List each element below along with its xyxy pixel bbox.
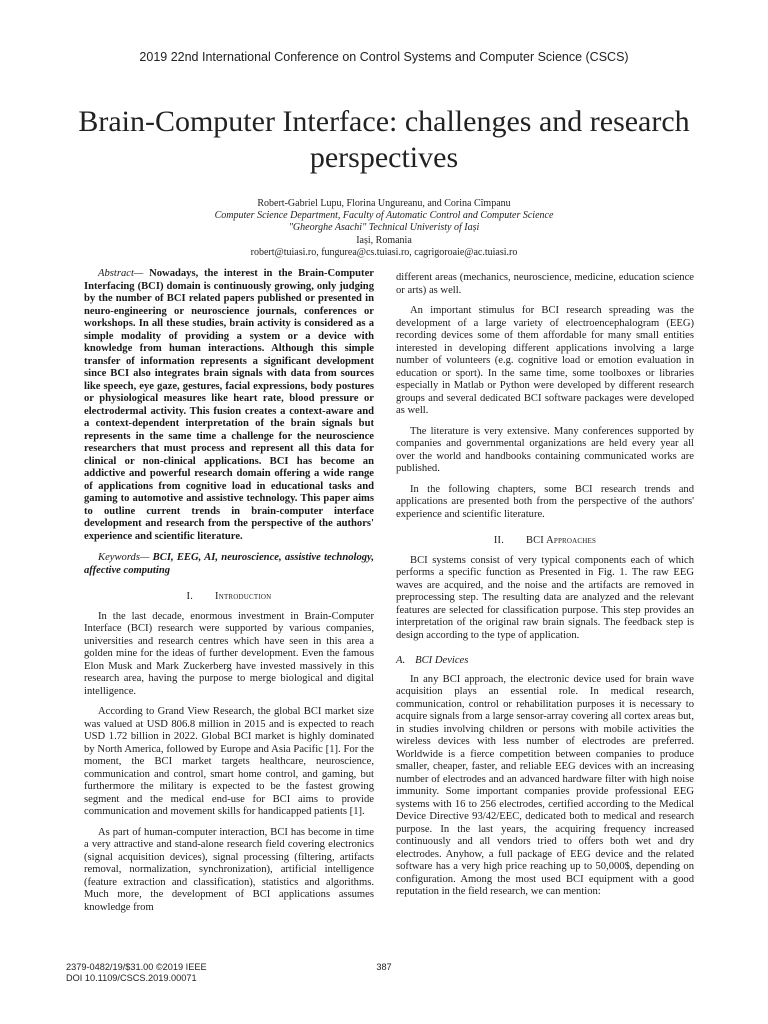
paragraph: In the last decade, enormous investment in Brain-Computer Interface (BCI) research were supported by various companies, universities and research centres which have seen in this area a golden mine for the ideas of further development. Even the famous Elon Musk and Mark Zuckerberg have invested massively in this research area, having the purpose to merge biological and digital intelligence. xyxy=(84,610,374,697)
author-block xyxy=(80,198,688,259)
abstract-lead: Abstract— xyxy=(98,268,144,279)
paragraph: The literature is very extensive. Many conferences supported by companies and governmental organizations are held every year all over the world and handbooks containing communicated works are published. xyxy=(396,425,694,474)
paragraph: As part of human-computer interaction, BCI has become in time a very attractive and stand-alone research field covering electronics (signal acquisition devices), signal processing (filtering, artifacts removal, normalization, synchronization), artificial intelligence (feature extraction and classification), statistics and algorithms. Much more, the development of BCI applications assumes knowledge from xyxy=(84,826,374,913)
footer-doi: DOI 10.1109/CSCS.2019.00071 xyxy=(66,972,197,983)
left-column xyxy=(84,268,374,914)
author-department: Computer Science Department, Faculty of Automatic Control and Computer Science xyxy=(214,210,554,222)
keywords-text: BCI, EEG, AI, neuroscience, assistive technology, affective computing xyxy=(84,552,374,576)
subsection-title: BCI Devices xyxy=(415,655,469,666)
subsection-number: A. xyxy=(396,655,406,666)
section-title-first: BCI A xyxy=(526,535,554,546)
paragraph-continuation: different areas (mechanics, neuroscience, medicine, education science or arts) as well. xyxy=(396,272,694,296)
paragraph: An important stimulus for BCI research spreading was the development of a large variety of electroencephalogram (EEG) recording devices some of them affordable for many small entities interested in developing different applications involving a large number of volunteers (e.g. cognitive load or emotion evaluation in education or sport). In the same time, some toolboxes or libraries especially in Matlab or Python were developed by different research groups and several dedicated BCI software packages were developed as well. xyxy=(396,305,694,416)
keywords-lead: Keywords— xyxy=(98,552,150,563)
author-university: "Gheorghe Asachi" Technical Univeristy of Iași xyxy=(288,222,480,234)
page-number: 387 xyxy=(376,962,392,972)
paragraph: In the following chapters, some BCI research trends and applications are presented both from the perspective of the authors' experience and scientific literature. xyxy=(396,483,694,520)
author-names: Robert-Gabriel Lupu, Florina Ungureanu, and Corina Cîmpanu xyxy=(257,198,511,209)
footer-issn: 2379-0482/19/$31.00 ©2019 IEEE xyxy=(66,962,207,972)
section-title-rest: pproaches xyxy=(553,535,597,546)
author-city: Iași, Romania xyxy=(356,234,412,246)
abstract-text: Nowadays, the interest in the Brain-Computer Interfacing (BCI) domain is continuously growing, only judging by the number of BCI related papers published or presented in neuro-engineering or neuroscience journals, conferences or workshops. In all these studies, brain activity is considered as a simple modality of providing a system or a device with knowledge from human interactions. Although this simple transfer of information represents a significant development since BCI also integrates brain signals with data from sources like speech, eye gaze, gestures, facial expressions, body postures or physiological measures like heart rate, blood pressure or electrodermal activity. This fusion creates a context-aware and a context-dependent interpretation of the brain signals but represents in the same time a challenge for the neuroscience researchers that must process and represent all this data for clinical or non-clinical applications. BCI has become an addictive and powerful research domain offering a wide range of applications from cognitive load in educational tasks and gaming to automotive and assistive technology. This paper aims to outline current trends in brain-computer interface development and research from the perspective of the authors' experience and scientific literature. xyxy=(84,268,374,542)
conference-header: 2019 22nd International Conference on Control Systems and Computer Science (CSCS) xyxy=(139,50,629,64)
keywords xyxy=(84,552,374,577)
section-heading-bci-approaches xyxy=(396,535,694,548)
paragraph: BCI systems consist of very typical components each of which performs a specific function as Presented in Fig. 1. The raw EEG waves are acquired, and the noise and the artifacts are removed in preprocessing step. The resulting data are analyzed and the relevant features are selected for classification purpose. This step provides an interpretation of the original raw brain signals. The feedback step is design according to the type of application. xyxy=(396,554,694,641)
section-title-first: I xyxy=(215,591,219,602)
right-column xyxy=(396,272,694,899)
paragraph: According to Grand View Research, the global BCI market size was valued at USD 806.8 million in 2015 and is expected to reach USD 1.72 billion in 2022. Global BCI market is highly dominated by North America, followed by Europe and Asia Pacific [1]. For the moment, the BCI market targets healthcare, neuroscience, communication and control, smart home control, and gaming, but furthermore the military is expected to be the fastest growing segment and the medical end-use for BCI aims to provide communication and movement skills for handicapped patients [1]. xyxy=(84,706,374,817)
section-number: II. xyxy=(493,535,504,546)
section-number: I. xyxy=(186,591,194,602)
section-heading-introduction xyxy=(84,591,374,604)
author-emails: robert@tuiasi.ro, fungurea@cs.tuiasi.ro, cagrigoroaie@ac.tuiasi.ro xyxy=(250,246,518,258)
subsection-heading-bci-devices xyxy=(396,655,694,668)
section-title-rest: ntroduction xyxy=(218,591,272,602)
paragraph: In any BCI approach, the electronic device used for brain wave acquisition plays an essential role. In medical research, communication, control or rehabilitation purposes it is necessary to acquire signals from a large sensor-array covering all cortex areas but, in studies involving children or persons with mobile activities the wireless devices with less number of electrodes are preferred. Worldwide is a fierce competition between companies to produce smaller, cheaper, faster, and reliable EEG devices with an increasing number of electrodes and an advanced hardware filter with high noise immunity. Some important companies provide professional EEG systems with 16 to 256 electrodes, certified according to the Medical Device Directive 93/42/EEC, dedicated both to medical and research purpose. In the last years, the acquiring frequency increased continuously and all vendors tried to offers both wet and dry electrodes. Anyhow, a full package of EEG device and the related software has a very high price reaching up to 50,000$, depending on configuration. Among the most used BCI equipment with a good reputation in the field research, we can mention: xyxy=(396,673,694,897)
abstract xyxy=(84,268,374,543)
paper-title: Brain-Computer Interface: challenges and research perspectives xyxy=(78,105,690,174)
